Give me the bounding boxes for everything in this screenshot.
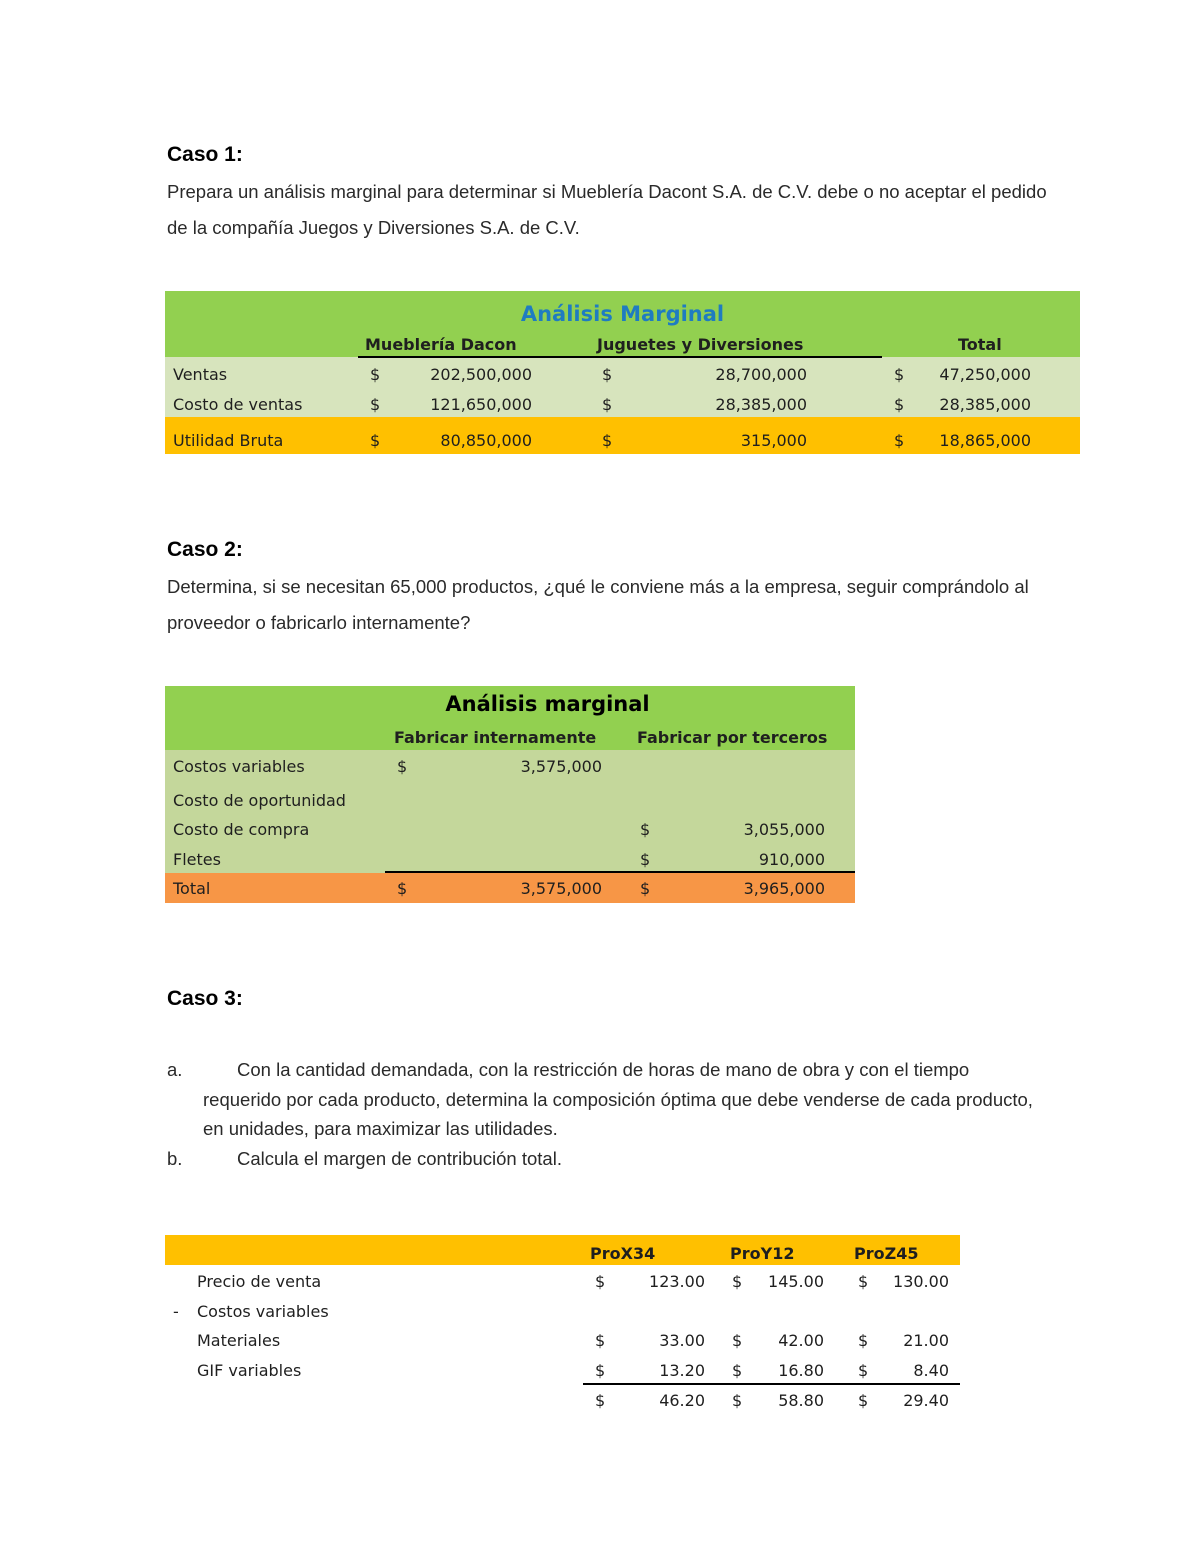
currency-symbol: $ [732, 1331, 743, 1350]
caso1-text: Prepara un análisis marginal para determinar si Mueblería Dacont S.A. de C.V. debe o no aceptar el pedido de la compañía Juegos y Diversiones S.A. de C.V. [167, 181, 1047, 238]
caso1-heading: Caso 1: [167, 143, 243, 166]
table-cell: 18,865,000 [939, 431, 1031, 450]
currency-symbol: $ [640, 879, 651, 898]
table-cell: 58.80 [778, 1391, 824, 1410]
table-cell: 29.40 [903, 1391, 949, 1410]
table-cell: 3,575,000 [520, 757, 602, 776]
column-header: Juguetes y Diversiones [597, 335, 804, 354]
row-prefix: - [173, 1302, 179, 1321]
table-cell: 28,385,000 [939, 395, 1031, 414]
table-title: Análisis Marginal [520, 302, 725, 326]
subtotal-rule [583, 1383, 960, 1385]
table-cell: 910,000 [758, 850, 825, 869]
currency-symbol: $ [397, 757, 408, 776]
table-cell: 123.00 [649, 1272, 705, 1291]
table-cell: 121,650,000 [430, 395, 532, 414]
table-cell: 42.00 [778, 1331, 824, 1350]
column-header: Fabricar internamente [394, 728, 597, 747]
table-cell: 145.00 [768, 1272, 824, 1291]
row-label: Materiales [197, 1331, 281, 1350]
currency-symbol: $ [732, 1361, 743, 1380]
column-header: Total [958, 335, 1002, 354]
table-cell: 130.00 [893, 1272, 949, 1291]
currency-symbol: $ [370, 365, 381, 384]
list-item-text: Con la cantidad demandada, con la restricción de horas de mano de obra y con el tiempo requerido por cada producto, determina la composición óptima que debe venderse de cada producto, en unidades, para maximizar las utilidades. [203, 1059, 1033, 1139]
header-underline [358, 356, 882, 358]
caso3-heading: Caso 3: [167, 987, 243, 1010]
row-label: Costos variables [173, 757, 305, 776]
table-cell: 8.40 [913, 1361, 949, 1380]
currency-symbol: $ [370, 431, 381, 450]
row-label: Costo de ventas [173, 395, 303, 414]
table-cell: 3,575,000 [520, 879, 602, 898]
row-label: Costo de compra [173, 820, 310, 839]
total-rule [385, 871, 855, 873]
currency-symbol: $ [640, 820, 651, 839]
caso2-table [165, 686, 855, 903]
row-label: Precio de venta [197, 1272, 322, 1291]
currency-symbol: $ [370, 395, 381, 414]
table-cell: 47,250,000 [939, 365, 1031, 384]
currency-symbol: $ [397, 879, 408, 898]
list-item-text: Calcula el margen de contribución total. [237, 1148, 562, 1169]
currency-symbol: $ [894, 431, 905, 450]
list-marker: a. [167, 1059, 183, 1080]
table-cell: 3,055,000 [743, 820, 825, 839]
currency-symbol: $ [858, 1331, 869, 1350]
list-marker: b. [167, 1148, 183, 1169]
total-label: Total [173, 879, 211, 898]
currency-symbol: $ [602, 395, 613, 414]
currency-symbol: $ [602, 431, 613, 450]
table-cell: 16.80 [778, 1361, 824, 1380]
column-header: Mueblería Dacon [365, 335, 517, 354]
caso3-table [165, 1235, 960, 1420]
table-cell: 315,000 [740, 431, 807, 450]
currency-symbol: $ [858, 1391, 869, 1410]
list-item [167, 1055, 1037, 1144]
row-label: Costo de oportunidad [173, 791, 346, 810]
table-cell: 13.20 [659, 1361, 705, 1380]
column-header: ProX34 [590, 1244, 656, 1263]
currency-symbol: $ [595, 1361, 606, 1380]
table-cell: 28,385,000 [715, 395, 807, 414]
table-header-band [165, 1235, 960, 1265]
table-cell: 80,850,000 [440, 431, 532, 450]
row-label: Fletes [173, 850, 221, 869]
column-header: Fabricar por terceros [637, 728, 828, 747]
currency-symbol: $ [602, 365, 613, 384]
table-cell: 202,500,000 [430, 365, 532, 384]
caso2-heading: Caso 2: [167, 538, 243, 561]
currency-symbol: $ [595, 1272, 606, 1291]
column-header: ProY12 [730, 1244, 795, 1263]
table-cell: 3,965,000 [743, 879, 825, 898]
row-label: GIF variables [197, 1361, 302, 1380]
table-cell: 21.00 [903, 1331, 949, 1350]
table-cell: 33.00 [659, 1331, 705, 1350]
table-cell: 28,700,000 [715, 365, 807, 384]
currency-symbol: $ [640, 850, 651, 869]
caso2-text: Determina, si se necesitan 65,000 productos, ¿qué le conviene más a la empresa, seguir comprándolo al proveedor o fabricarlo internamente? [167, 576, 1029, 633]
currency-symbol: $ [595, 1331, 606, 1350]
row-label: Ventas [173, 365, 228, 384]
currency-symbol: $ [894, 395, 905, 414]
total-label: Utilidad Bruta [173, 431, 284, 450]
list-item [167, 1144, 1037, 1174]
caso1-table [165, 291, 1080, 454]
currency-symbol: $ [732, 1272, 743, 1291]
currency-symbol: $ [858, 1361, 869, 1380]
currency-symbol: $ [595, 1391, 606, 1410]
table-cell: 46.20 [659, 1391, 705, 1410]
currency-symbol: $ [732, 1391, 743, 1410]
currency-symbol: $ [858, 1272, 869, 1291]
currency-symbol: $ [894, 365, 905, 384]
row-label: Costos variables [197, 1302, 329, 1321]
table-title: Análisis marginal [445, 692, 650, 716]
column-header: ProZ45 [854, 1244, 919, 1263]
